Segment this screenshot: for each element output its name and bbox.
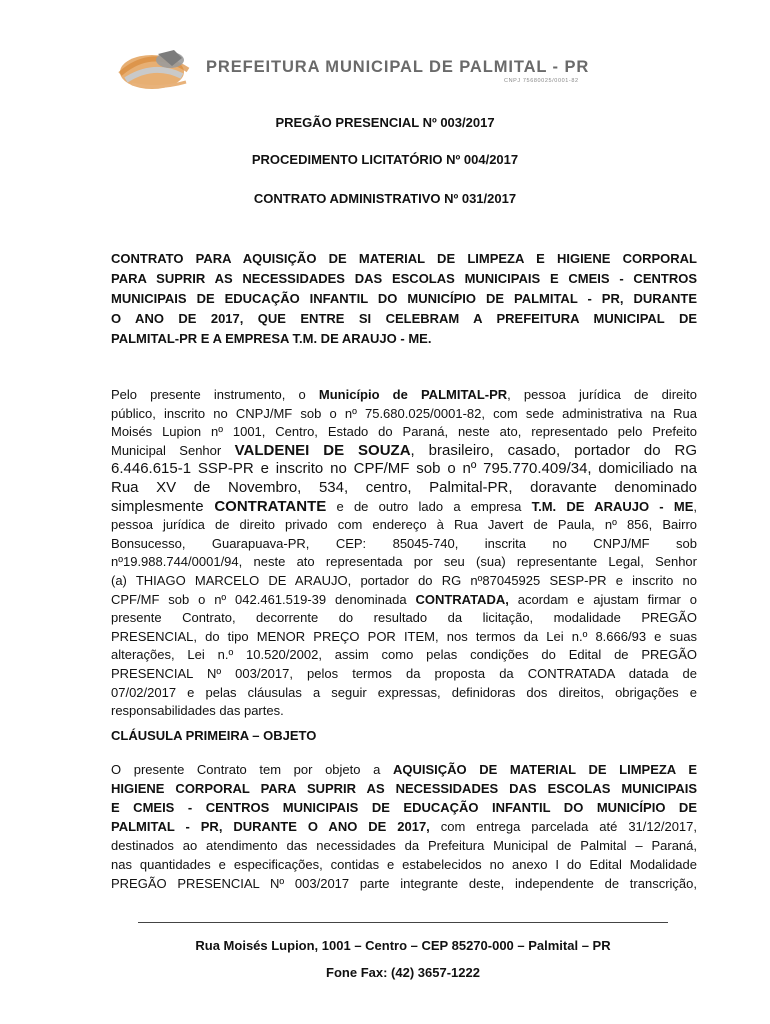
preamble-line: PRESENCIAL Nº 003/2017, pelos termos da proposta da CONTRATADA datada de	[111, 665, 697, 681]
footer-divider	[138, 922, 668, 923]
municipal-coat-of-arms-logo	[112, 40, 204, 98]
clause-one-line: PREGÃO PRESENCIAL Nº 003/2017 parte integrante deste, independente de transcrição,	[111, 876, 697, 891]
preamble-line: alterações, Lei n.º 10.520/2002, assim como pelas condições do Edital de PREGÃO	[111, 647, 697, 663]
letterhead-org-name: PREFEITURA MUNICIPAL DE PALMITAL - PR	[206, 58, 590, 76]
preamble-line: Rua XV de Novembro, 534, centro, Palmital-PR, doravante denominado	[111, 478, 697, 496]
contract-title-line: PARA SUPRIR AS NECESSIDADES DAS ESCOLAS MUNICIPAIS E CMEIS - CENTROS	[111, 271, 697, 286]
preamble-line: presente Contrato, decorrente do resultado da licitação, modalidade PREGÃO	[111, 610, 697, 626]
preamble-line: simplesmente CONTRATANTE e de outro lado a empresa T.M. DE ARAUJO - ME,	[111, 497, 697, 515]
empresa-name: T.M. DE ARAUJO - ME	[531, 498, 694, 514]
prefeito-name: VALDENEI DE SOUZA	[234, 441, 411, 459]
clause-one-line: destinados ao atendimento das necessidades da Prefeitura Municipal de Palmital – Paraná,	[111, 838, 697, 853]
clause-one-paragraph	[111, 760, 697, 893]
preamble-line: nº19.988.744/0001/94, neste ato representada por seu (sua) representante Legal, Senhor	[111, 554, 697, 570]
preamble-line: Bonsucesso, Guarapuava-PR, CEP: 85045-740, inscrita no CNPJ/MF sob	[111, 535, 697, 551]
preamble-line: público, inscrito no CNPJ/MF sob o nº 75.680.025/0001-82, com sede administrativa na Rua	[111, 405, 697, 421]
procedimento-title: PROCEDIMENTO LICITATÓRIO Nº 004/2017	[251, 152, 519, 167]
contract-title-line: MUNICIPAIS DE EDUCAÇÃO INFANTIL DO MUNICÍPIO DE PALMITAL - PR, DURANTE	[111, 291, 697, 306]
clause-one-line: E CMEIS - CENTROS MUNICIPAIS DE EDUCAÇÃO INFANTIL DO MUNICÍPIO DE	[111, 800, 697, 815]
preamble-line: PRESENCIAL, do tipo MENOR PREÇO POR ITEM, nos termos da Lei n.º 8.666/93 e suas	[111, 628, 697, 644]
clause-one-line: O presente Contrato tem por objeto a AQUISIÇÃO DE MATERIAL DE LIMPEZA E	[111, 762, 697, 777]
clause-one-heading: CLÁUSULA PRIMEIRA – OBJETO	[111, 728, 317, 743]
contract-title-line: PALMITAL-PR E A EMPRESA T.M. DE ARAUJO - ME.	[111, 331, 432, 346]
contract-title-line: CONTRATO PARA AQUISIÇÃO DE MATERIAL DE LIMPEZA E HIGIENE CORPORAL	[111, 251, 697, 266]
preamble-line: Pelo presente instrumento, o Município de PALMITAL-PR, pessoa jurídica de direito	[111, 387, 697, 402]
letterhead-cnpj: CNPJ 75680025/0001-82	[504, 78, 579, 84]
preamble-paragraph	[111, 386, 697, 721]
preamble-line: 6.446.615-1 SSP-PR e inscrito no CPF/MF sob o nº 795.770.409/34, domiciliado na	[111, 460, 697, 478]
contratada-label: CONTRATADA,	[415, 591, 509, 607]
contratante-label: CONTRATANTE	[214, 497, 327, 515]
pregao-title: PREGÃO PRESENCIAL Nº 003/2017	[275, 115, 495, 130]
contract-title-block	[111, 249, 697, 349]
preamble-line: Municipal Senhor VALDENEI DE SOUZA, brasileiro, casado, portador do RG	[111, 441, 697, 459]
preamble-line: Moisés Lupion nº 1001, Centro, Estado do Paraná, neste ato, representado pelo Prefeito	[111, 424, 697, 440]
footer-address: Rua Moisés Lupion, 1001 – Centro – CEP 85270-000 – Palmital – PR	[195, 938, 611, 953]
letterhead	[112, 40, 692, 98]
contract-title-line: O ANO DE 2017, QUE ENTRE SI CELEBRAM A PREFEITURA MUNICIPAL DE	[111, 311, 697, 326]
clause-one-line: nas quantidades e especificações, contidas e estabelecidos no anexo I do Edital Modalidade	[111, 857, 697, 872]
clause-one-line: PALMITAL - PR, DURANTE O ANO DE 2017, com entrega parcelada até 31/12/2017,	[111, 819, 697, 834]
preamble-line: CPF/MF sob o nº 042.461.519-39 denominada CONTRATADA, acordam e ajustam firmar o	[111, 591, 697, 607]
preamble-line: 07/02/2017 e pelas cláusulas a seguir expressas, definidoras dos direitos, obrigações e	[111, 684, 697, 700]
clause-one-line: HIGIENE CORPORAL PARA SUPRIR AS NECESSIDADES DAS ESCOLAS MUNICIPAIS	[111, 781, 697, 796]
preamble-line: (a) THIAGO MARCELO DE ARAUJO, portador do RG nº87045925 SESP-PR e inscrito no	[111, 572, 697, 588]
municipio-name: Município de PALMITAL-PR	[318, 387, 508, 402]
preamble-line: responsabilidades das partes.	[111, 703, 284, 719]
footer-phone: Fone Fax: (42) 3657-1222	[326, 965, 480, 980]
contrato-title: CONTRATO ADMINISTRATIVO Nº 031/2017	[253, 191, 517, 206]
preamble-line: pessoa jurídica de direito privado com endereço à Rua Javert de Paula, nº 856, Bairro	[111, 517, 697, 533]
